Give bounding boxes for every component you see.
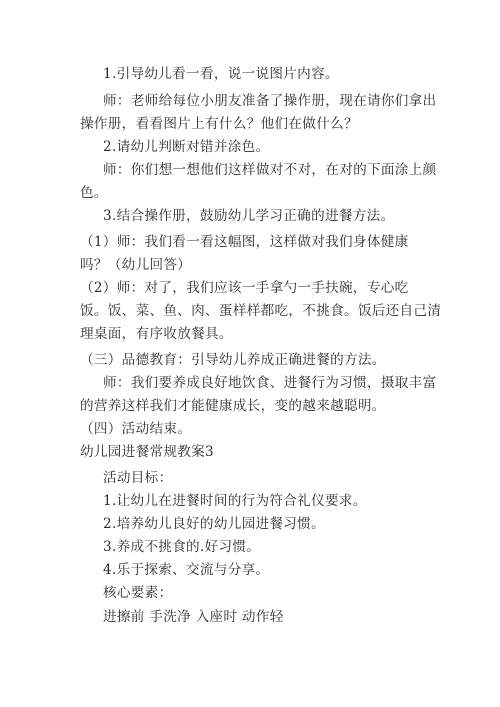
text-line: 核心要素： (103, 585, 173, 601)
text-line: （1）师：我们看一看这幅图，这样做对我们身体健康 (80, 234, 409, 250)
list-item: 4.乐于探索、交流与分享。 (103, 562, 270, 578)
text-line: 色。 (80, 185, 108, 201)
text-line: 师：我们要养成良好地饮食、进餐行为习惯，摄取丰富 (103, 375, 437, 391)
text-line: （2）师：对了，我们应该一手拿勺一手扶碗，专心吃 (80, 280, 409, 296)
text-line: 的营养这样我们才能健康成长，变的越来越聪明。 (80, 398, 386, 414)
text-line: 2.请幼儿判断对错并涂色。 (103, 139, 270, 155)
section-heading: 幼儿园进餐常规教案3 (80, 444, 214, 460)
text-line: 1.引导幼儿看一看，说一说图片内容。 (103, 66, 339, 82)
text-line: 进擦前 手洗净 入座时 动作轻 (103, 609, 284, 625)
text-line: 3.结合操作册，鼓励幼儿学习正确的进餐方法。 (103, 208, 395, 224)
text-line: （四）活动结束。 (80, 421, 192, 437)
text-line: 操作册，看看图片上有什么？他们在做什么？ (80, 116, 358, 132)
text-line: 活动目标： (103, 470, 173, 486)
list-item: 1.让幼儿在进餐时间的行为符合礼仪要求。 (103, 493, 367, 509)
text-line: 饭。饭、菜、鱼、肉、蛋样样都吃，不挑食。饭后还自己清 (80, 303, 442, 319)
text-line: 师：老师给每位小朋友准备了操作册，现在请你们拿出 (103, 93, 437, 109)
text-line: （三）品德教育：引导幼儿养成正确进餐的方法。 (80, 352, 386, 368)
text-line: 吗？（幼儿回答） (80, 257, 192, 273)
text-line: 理桌面，有序收放餐具。 (80, 326, 233, 342)
list-item: 3.养成不挑食的.好习惯。 (103, 539, 261, 555)
text-line: 师：你们想一想他们这样做对不对，在对的下面涂上颜 (103, 162, 437, 178)
list-item: 2.培养幼儿良好的幼儿园进餐习惯。 (103, 516, 325, 532)
